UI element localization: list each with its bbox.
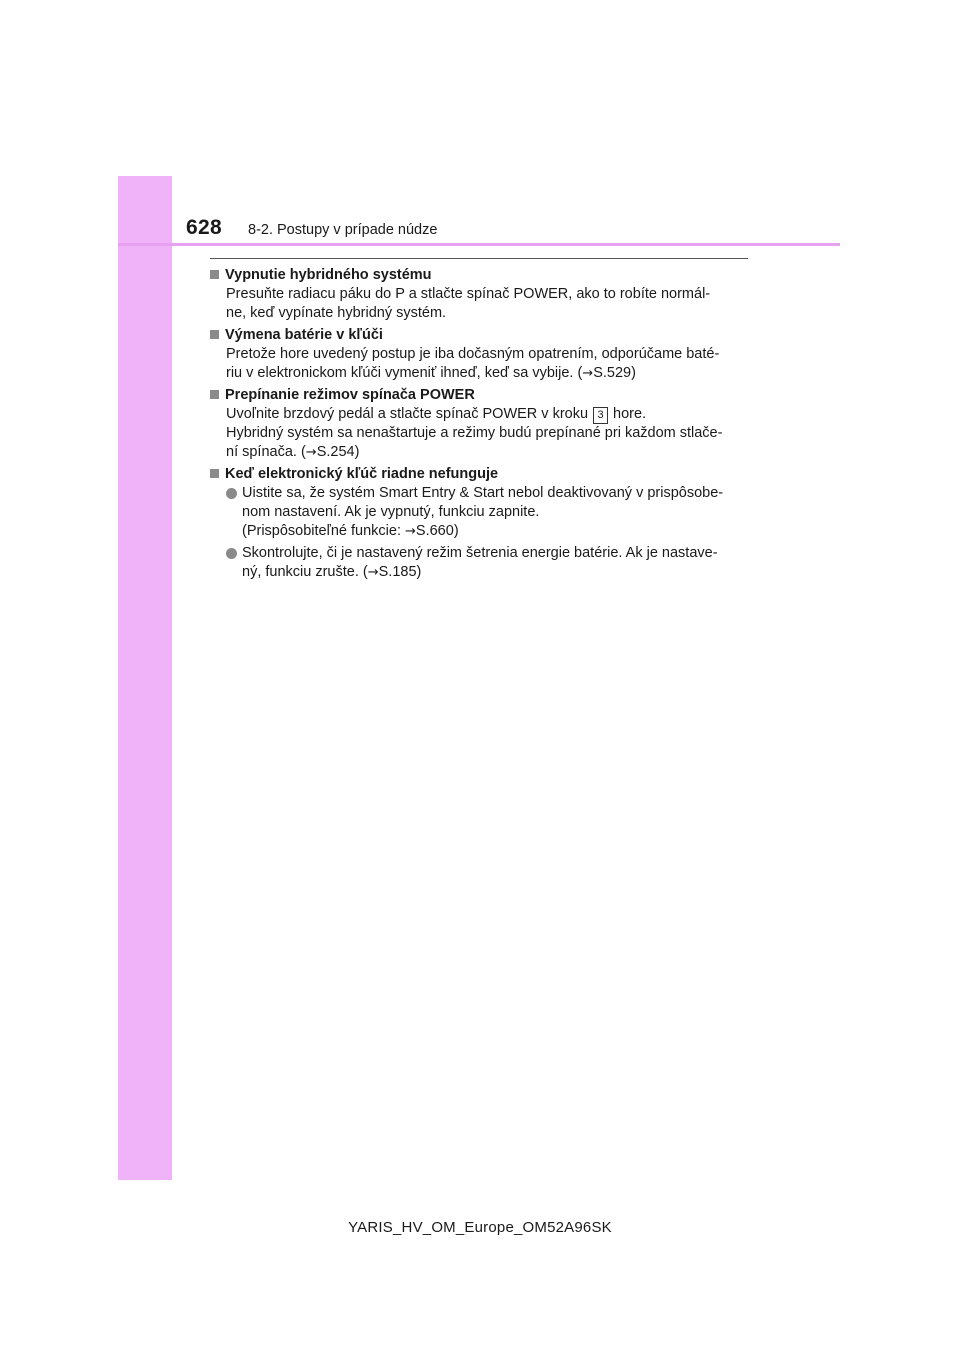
item-key-malfunction [210, 465, 750, 582]
page-number: 628 [186, 216, 222, 239]
content-divider [210, 258, 748, 259]
arrow-icon: → [305, 445, 317, 460]
section-title: 8-2. Postupy v prípade núdze [248, 222, 438, 238]
list-item: Skontrolujte, či je nastavený režim šetrenia energie batérie. Ak je nastave- ný, funkciu zrušte. (→S.185) [210, 544, 750, 582]
page-reference-link[interactable]: S.529 [593, 365, 632, 381]
item-text-line: ní spínača. ( [226, 444, 306, 460]
page-reference-link[interactable]: S.660 [415, 523, 454, 539]
item-hybrid-shutdown [210, 266, 750, 323]
page-reference-link[interactable]: S.185 [378, 564, 417, 580]
item-power-modes: Prepínanie režimov spínača POWER Uvoľnite brzdový pedál a stlačte spínač POWER v kroku 3 hore. Hybridný systém sa nenaštartuje a režimy budú prepínané pri každom stlače- ní spínača. (→S.254) [210, 386, 750, 462]
item-text-line: nom nastavení. Ak je vypnutý, funkciu zapnite. [242, 504, 540, 520]
header-divider [118, 243, 840, 246]
item-title: Prepínanie režimov spínača POWER [225, 387, 475, 403]
item-text-line: ný, funkciu zrušte. ( [242, 564, 368, 580]
arrow-icon: → [405, 524, 416, 539]
item-text-line: riu v elektronickom kľúči vymeniť ihneď, keď sa vybije. ( [226, 365, 583, 381]
arrow-icon: → [367, 565, 379, 580]
square-bullet-icon [210, 330, 219, 339]
item-key-battery: Výmena batérie v kľúči Pretože hore uvedený postup je iba dočasným opatrením, odporúčame baté- riu v elektronickom kľúči vymeniť ihneď, keď sa vybije. (→S.529) [210, 326, 750, 383]
page-reference-link[interactable]: S.254 [316, 444, 355, 460]
item-text-line: Presuňte radiacu páku do P a stlačte spínač POWER, ako to robíte normál- [226, 286, 711, 302]
step-number-badge: 3 [593, 407, 608, 424]
item-text-line: Hybridný systém sa nenaštartuje a režimy budú prepínané pri každom stlače- [226, 425, 723, 441]
item-text-line: Uvoľnite brzdový pedál a stlačte spínač POWER v kroku [226, 406, 589, 422]
item-text-line: Skontrolujte, či je nastavený režim šetrenia energie batérie. Ak je nastave- [242, 545, 718, 561]
item-title: Výmena batérie v kľúči [225, 327, 383, 343]
square-bullet-icon [210, 469, 219, 478]
item-title: Keď elektronický kľúč riadne nefunguje [225, 466, 499, 482]
square-bullet-icon [210, 270, 219, 279]
item-title: Vypnutie hybridného systému [225, 267, 432, 283]
round-bullet-icon [226, 548, 237, 559]
item-text-line: (Prispôsobiteľné funkcie: [242, 523, 406, 539]
list-item: Uistite sa, že systém Smart Entry & Start nebol deaktivovaný v prispôsobe- nom nastavení. Ak je vypnutý, funkciu zapnite. (Prispôsobiteľné funkcie: →S.660) [210, 484, 750, 541]
square-bullet-icon [210, 390, 219, 399]
item-text-line: Uistite sa, že systém Smart Entry & Start nebol deaktivovaný v prispôsobe- [242, 485, 724, 501]
arrow-icon: → [582, 366, 594, 381]
content-body [210, 266, 750, 585]
chapter-tab-sidebar [118, 176, 172, 1180]
round-bullet-icon [226, 488, 237, 499]
item-text-line: ne, keď vypínate hybridný systém. [226, 305, 447, 321]
item-text-line: Pretože hore uvedený postup je iba dočasným opatrením, odporúčame baté- [226, 346, 720, 362]
document-footer-code: YARIS_HV_OM_Europe_OM52A96SK [348, 1219, 612, 1236]
